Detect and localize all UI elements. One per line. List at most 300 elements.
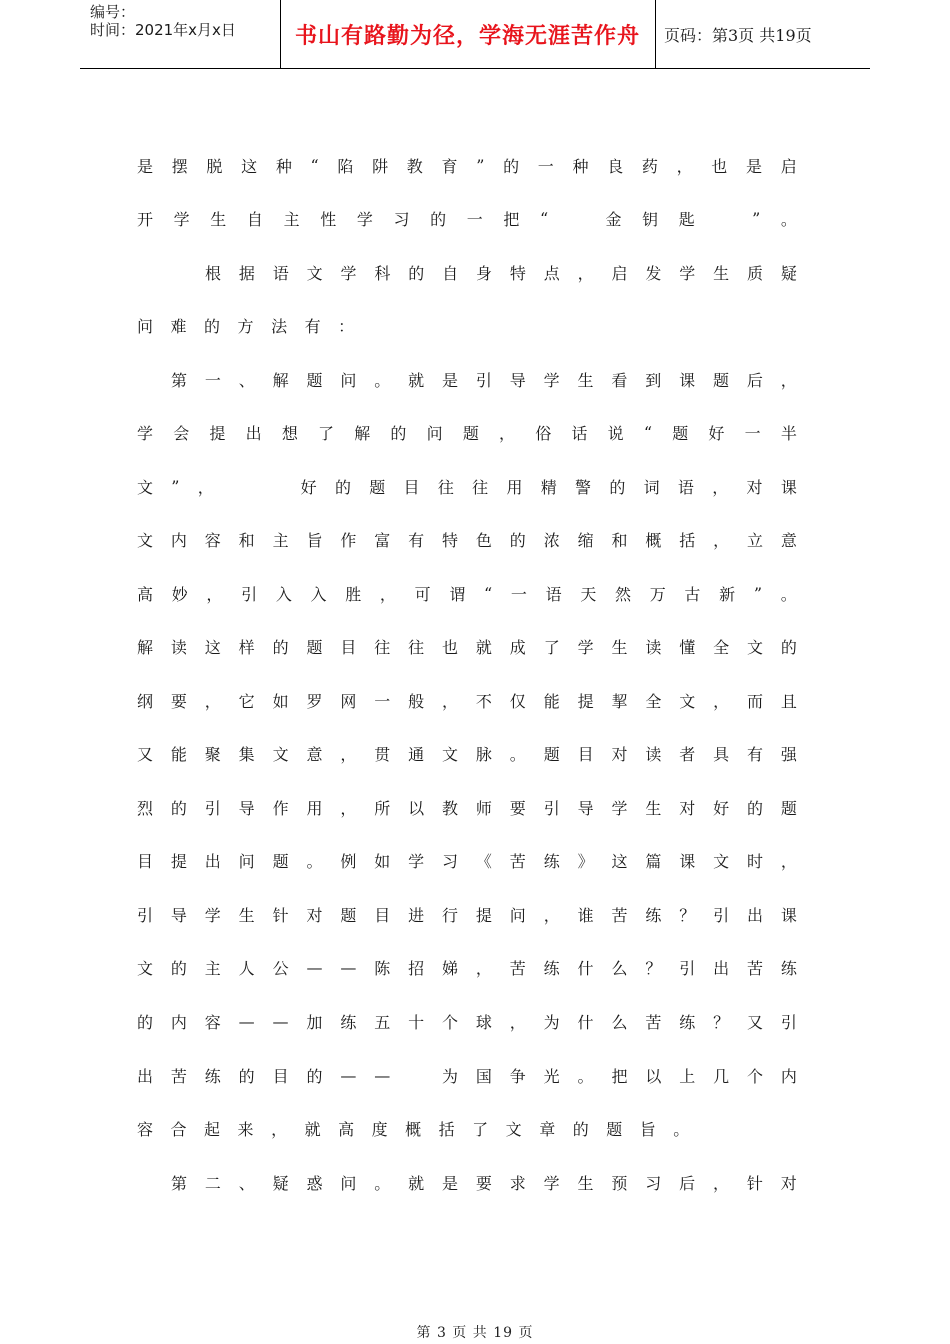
body-char: 文 <box>713 851 730 871</box>
body-char: ， <box>713 530 730 550</box>
body-char: 题 <box>543 744 560 764</box>
body-char <box>232 475 248 498</box>
body-char: 招 <box>408 958 425 978</box>
body-char: “ <box>310 155 319 175</box>
body-char: 把 <box>503 209 520 229</box>
body-line <box>137 471 797 501</box>
body-char: 学 <box>577 637 594 657</box>
body-char: ， <box>780 851 797 871</box>
body-char: 说 <box>607 423 624 443</box>
body-char: 作 <box>340 530 357 550</box>
body-char: ， <box>379 584 396 604</box>
body-char: 种 <box>275 156 292 176</box>
body-char: 来 <box>237 1119 254 1139</box>
body-char: 苦 <box>509 958 526 978</box>
body-char: 育 <box>441 156 458 176</box>
body-char: 起 <box>204 1119 221 1139</box>
body-char: 具 <box>713 744 730 764</box>
body-char: 预 <box>611 1173 628 1193</box>
body-char: 也 <box>442 637 459 657</box>
body-char: “ <box>484 583 493 603</box>
body-char: 疑 <box>272 1173 289 1193</box>
body-line <box>137 738 797 768</box>
body-char: 启 <box>780 156 797 176</box>
body-char: 要 <box>475 1173 492 1193</box>
body-char: ， <box>780 370 797 390</box>
body-char: 主 <box>204 958 221 978</box>
body-char: 质 <box>747 263 764 283</box>
body-char: 一 <box>510 584 527 604</box>
body-char: 学 <box>543 1173 560 1193</box>
body-char: 它 <box>238 691 255 711</box>
body-char: 生 <box>577 370 594 390</box>
body-char: 发 <box>645 263 662 283</box>
body-char: 学 <box>137 423 154 443</box>
body-char: 提 <box>475 905 492 925</box>
body-char: 疑 <box>780 263 797 283</box>
body-char: — <box>272 1011 289 1031</box>
body-char: 生 <box>713 263 730 283</box>
body-char: 对 <box>780 1173 797 1193</box>
body-char: 这 <box>204 637 221 657</box>
body-line <box>171 1167 797 1197</box>
body-char: 语 <box>272 263 289 283</box>
body-char: 引 <box>543 798 560 818</box>
body-char: ” <box>752 208 761 228</box>
body-line <box>137 899 797 929</box>
body-char: 是 <box>746 156 763 176</box>
body-char: 看 <box>611 370 628 390</box>
body-char: 一 <box>537 156 554 176</box>
header-meta <box>80 0 280 68</box>
body-char: 。 <box>577 1066 594 1086</box>
body-line <box>137 150 797 180</box>
body-char: ， <box>197 477 214 497</box>
page-footer: 第 3 页 共 19 页 <box>416 1325 534 1341</box>
body-char: 的 <box>137 1012 154 1032</box>
body-char: 引 <box>137 905 154 925</box>
body-char: 富 <box>374 530 391 550</box>
body-char: 对 <box>306 905 323 925</box>
body-char: 全 <box>645 691 662 711</box>
body-char: 题 <box>306 370 323 390</box>
body-char: 学 <box>340 263 357 283</box>
body-char: 学 <box>408 851 425 871</box>
body-char: ” <box>476 155 485 175</box>
body-char: 问 <box>426 423 443 443</box>
body-char: 课 <box>679 370 696 390</box>
body-char: 。 <box>374 1173 391 1193</box>
body-char: ， <box>271 1119 288 1139</box>
body-char: 引 <box>713 905 730 925</box>
body-char: 内 <box>780 1066 797 1086</box>
body-char: 读 <box>645 744 662 764</box>
body-char: 新 <box>719 584 736 604</box>
body-char: 自 <box>246 209 263 229</box>
body-char: 惑 <box>306 1173 323 1193</box>
body-char: 出 <box>713 958 730 978</box>
body-char: 问 <box>509 905 526 925</box>
body-char: 而 <box>747 691 764 711</box>
body-char: 个 <box>747 1066 764 1086</box>
body-char: 往 <box>374 637 391 657</box>
body-char: ？ <box>645 958 662 978</box>
body-char: 往 <box>408 637 425 657</box>
body-char: 生 <box>577 1173 594 1193</box>
body-char: 强 <box>780 744 797 764</box>
body-char: 文 <box>747 637 764 657</box>
body-char: 了 <box>543 637 560 657</box>
body-char: 题 <box>272 851 289 871</box>
body-char: 旨 <box>306 530 323 550</box>
body-char: 题 <box>780 798 797 818</box>
body-char: 良 <box>607 156 624 176</box>
body-char: 了 <box>472 1119 489 1139</box>
body-char: 的 <box>204 316 221 336</box>
body-char: 法 <box>271 316 288 336</box>
body-char: 般 <box>408 691 425 711</box>
body-char: ， <box>543 905 560 925</box>
body-char: 也 <box>711 156 728 176</box>
body-char: 胜 <box>345 584 362 604</box>
body-char: 。 <box>673 1119 690 1139</box>
body-char: ， <box>577 263 594 283</box>
body-char: 聚 <box>204 744 221 764</box>
body-char: 引 <box>780 1012 797 1032</box>
body-char: 难 <box>170 316 187 336</box>
body-char: 的 <box>238 1066 255 1086</box>
body-char: 科 <box>374 263 391 283</box>
body-line <box>171 364 797 394</box>
body-char: 这 <box>611 851 628 871</box>
body-char: 启 <box>611 263 628 283</box>
body-char: 钥 <box>642 209 659 229</box>
body-char: 不 <box>475 691 492 711</box>
body-char: “ <box>643 422 653 442</box>
body-char: 题 <box>672 423 689 443</box>
body-char: 且 <box>780 691 797 711</box>
body-line <box>137 417 797 447</box>
body-char: 公 <box>272 958 289 978</box>
body-char: 的 <box>170 958 187 978</box>
body-char: 精 <box>540 477 557 497</box>
body-char: 学 <box>611 798 628 818</box>
body-char <box>715 207 731 230</box>
body-char: 目 <box>403 477 420 497</box>
body-char: 题 <box>713 370 730 390</box>
body-char: 概 <box>645 530 662 550</box>
body-char: 。 <box>306 851 323 871</box>
body-char: 好 <box>300 477 317 497</box>
body-char: 什 <box>577 1012 594 1032</box>
body-char: 第 <box>171 1173 188 1193</box>
body-char: 然 <box>615 584 632 604</box>
body-char: 脉 <box>475 744 492 764</box>
body-char: 、 <box>238 370 255 390</box>
body-char: 要 <box>170 691 187 711</box>
body-char: ？ <box>679 905 696 925</box>
body-char: 特 <box>442 530 459 550</box>
body-char: 成 <box>509 637 526 657</box>
body-char: — <box>340 1065 357 1085</box>
body-char: 教 <box>442 798 459 818</box>
body-char: 高 <box>338 1119 355 1139</box>
body-char: 又 <box>747 1012 764 1032</box>
body-char: 能 <box>170 744 187 764</box>
body-char: ， <box>713 691 730 711</box>
body-char: 引 <box>679 958 696 978</box>
body-char: 集 <box>238 744 255 764</box>
body-char: 一 <box>204 370 221 390</box>
body-char: 了 <box>318 423 335 443</box>
body-line <box>137 203 797 233</box>
body-char: 以 <box>645 1066 662 1086</box>
body-char: 提 <box>170 851 187 871</box>
body-char: 内 <box>170 530 187 550</box>
body-char: 这 <box>241 156 258 176</box>
body-char: 高 <box>137 584 154 604</box>
body-char: 好 <box>713 798 730 818</box>
body-char: 烈 <box>137 798 154 818</box>
body-char: 。 <box>780 209 797 229</box>
body-char: 万 <box>649 584 666 604</box>
body-char: 的 <box>430 209 447 229</box>
body-char: 就 <box>408 370 425 390</box>
body-char: 是 <box>137 156 154 176</box>
body-char: 问 <box>238 851 255 871</box>
body-char: 》 <box>577 851 594 871</box>
body-char: 主 <box>283 209 300 229</box>
body-char: 国 <box>475 1066 492 1086</box>
body-char: 仅 <box>509 691 526 711</box>
body-char: 练 <box>543 851 560 871</box>
body-char: 导 <box>170 905 187 925</box>
body-char: 章 <box>539 1119 556 1139</box>
body-char: 练 <box>340 1012 357 1032</box>
body-char: 求 <box>509 1173 526 1193</box>
body-line <box>137 310 797 340</box>
body-char: 可 <box>414 584 431 604</box>
body-char: 课 <box>679 851 696 871</box>
body-char: 的 <box>503 156 520 176</box>
body-char: 出 <box>137 1066 154 1086</box>
body-char: 、 <box>238 1173 255 1193</box>
body-char: 娣 <box>441 958 458 978</box>
body-char: 就 <box>408 1173 425 1193</box>
body-char: 引 <box>475 370 492 390</box>
body-char: 加 <box>306 1012 323 1032</box>
body-char: 的 <box>780 637 797 657</box>
body-char: 光 <box>543 1066 560 1086</box>
body-char: 陷 <box>337 156 354 176</box>
body-char: ， <box>509 1012 526 1032</box>
body-char: 文 <box>137 477 154 497</box>
body-char: 主 <box>272 530 289 550</box>
body-char: 导 <box>509 370 526 390</box>
body-char: 身 <box>476 263 493 283</box>
body-char: 针 <box>746 1173 763 1193</box>
body-char: 是 <box>442 1173 459 1193</box>
header-page-info: 页码：第3页 共19页 <box>664 25 812 45</box>
body-char: 金 <box>605 209 622 229</box>
body-char: 会 <box>173 423 190 443</box>
body-char: 针 <box>272 905 289 925</box>
body-char: 的 <box>509 530 526 550</box>
body-char: 方 <box>237 316 254 336</box>
body-char: 对 <box>679 798 696 818</box>
body-char: 根 <box>205 263 222 283</box>
body-char: 能 <box>543 691 560 711</box>
body-char: 容 <box>204 530 221 550</box>
body-char: 用 <box>506 477 523 497</box>
body-line <box>137 578 797 608</box>
body-char: 度 <box>371 1119 388 1139</box>
body-char: 文 <box>505 1119 522 1139</box>
body-char: 《 <box>475 851 492 871</box>
body-char: 对 <box>611 744 628 764</box>
body-char: 浓 <box>543 530 560 550</box>
body-char: 对 <box>746 477 763 497</box>
body-char: 解 <box>137 637 154 657</box>
body-char: ， <box>206 584 223 604</box>
body-char: 学 <box>679 263 696 283</box>
body-char: 点 <box>543 263 560 283</box>
body-char: “ <box>540 208 549 228</box>
body-char: 纲 <box>137 691 154 711</box>
body-char: 容 <box>204 1012 221 1032</box>
body-char: 内 <box>170 1012 187 1032</box>
body-char: 问 <box>137 316 154 336</box>
body-char: ， <box>340 798 357 818</box>
body-char: 五 <box>374 1012 391 1032</box>
body-line <box>137 1060 797 1090</box>
body-char: 往 <box>437 477 454 497</box>
body-char: 引 <box>204 798 221 818</box>
body-line <box>137 631 797 661</box>
body-char: 题 <box>306 637 323 657</box>
body-char: 生 <box>238 905 255 925</box>
body-char: ， <box>340 744 357 764</box>
body-char: 的 <box>747 798 764 818</box>
body-char: 解 <box>272 370 289 390</box>
body-char: 导 <box>238 798 255 818</box>
body-char: 上 <box>679 1066 696 1086</box>
body-char: 苦 <box>611 905 628 925</box>
body-char: 学 <box>543 370 560 390</box>
body-char: 人 <box>238 958 255 978</box>
body-char: 通 <box>408 744 425 764</box>
body-char: 者 <box>679 744 696 764</box>
body-char: 二 <box>204 1173 221 1193</box>
document-time-label: 时间：2021年x月x日 <box>90 21 236 39</box>
body-char: 所 <box>374 798 391 818</box>
body-char: ” <box>171 476 180 496</box>
body-char: 习 <box>645 1173 662 1193</box>
body-line <box>137 1006 797 1036</box>
body-char: 自 <box>442 263 459 283</box>
body-char: 读 <box>170 637 187 657</box>
body-char: ， <box>712 477 729 497</box>
body-char: 生 <box>210 209 227 229</box>
body-char: 后 <box>679 1173 696 1193</box>
document-number-label: 编号： <box>90 3 136 21</box>
body-char: 为 <box>441 1066 458 1086</box>
body-char: — <box>306 957 323 977</box>
body-char: ： <box>338 316 355 336</box>
body-char <box>266 475 282 498</box>
header-motto-cell <box>281 0 654 68</box>
body-char: 色 <box>475 530 492 550</box>
body-char: 出 <box>204 851 221 871</box>
body-char: 时 <box>747 851 764 871</box>
body-char: 匙 <box>678 209 695 229</box>
body-line <box>137 685 797 715</box>
body-char: 古 <box>684 584 701 604</box>
body-char: 以 <box>408 798 425 818</box>
body-char: 旨 <box>639 1119 656 1139</box>
body-char: 样 <box>238 637 255 657</box>
body-char: 学 <box>173 209 190 229</box>
body-char: 立 <box>747 530 764 550</box>
body-char: 的 <box>334 477 351 497</box>
body-char: 习 <box>442 851 459 871</box>
body-char: 摆 <box>171 156 188 176</box>
body-char: 用 <box>306 798 323 818</box>
body-char: 文 <box>306 263 323 283</box>
body-char: 陈 <box>374 958 391 978</box>
body-char: 课 <box>780 905 797 925</box>
body-char: ， <box>713 1173 730 1193</box>
body-char: 警 <box>575 477 592 497</box>
body-char: 学 <box>204 905 221 925</box>
body-char: 学 <box>356 209 373 229</box>
body-char: 有 <box>304 316 321 336</box>
body-char: 的 <box>170 798 187 818</box>
body-char: 练 <box>780 958 797 978</box>
body-char: 一 <box>466 209 483 229</box>
body-char: 脱 <box>206 156 223 176</box>
body-char: 目 <box>374 905 391 925</box>
body-char: — <box>340 957 357 977</box>
body-char: 师 <box>475 798 492 818</box>
body-char: 谁 <box>577 905 594 925</box>
body-char: — <box>374 1065 391 1085</box>
body-char: 缩 <box>577 530 594 550</box>
body-char: 练 <box>543 958 560 978</box>
body-char: 俗 <box>535 423 552 443</box>
body-char: 文 <box>137 958 154 978</box>
body-char: 篇 <box>645 851 662 871</box>
body-char: 谓 <box>449 584 466 604</box>
body-char: 苦 <box>170 1066 187 1086</box>
body-char: 生 <box>645 798 662 818</box>
body-char: 。 <box>780 584 797 604</box>
body-char: 么 <box>611 1012 628 1032</box>
body-char: ， <box>499 423 516 443</box>
body-char: 解 <box>354 423 371 443</box>
body-line <box>137 1113 797 1143</box>
page-header <box>80 0 870 69</box>
body-char: 例 <box>340 851 357 871</box>
body-line <box>137 524 797 554</box>
body-char: 文 <box>137 530 154 550</box>
body-char: 提 <box>577 691 594 711</box>
body-char: 为 <box>543 1012 560 1032</box>
body-char: 天 <box>580 584 597 604</box>
body-char: 后 <box>746 370 763 390</box>
body-char: 目 <box>577 744 594 764</box>
body-char: 第 <box>171 370 188 390</box>
